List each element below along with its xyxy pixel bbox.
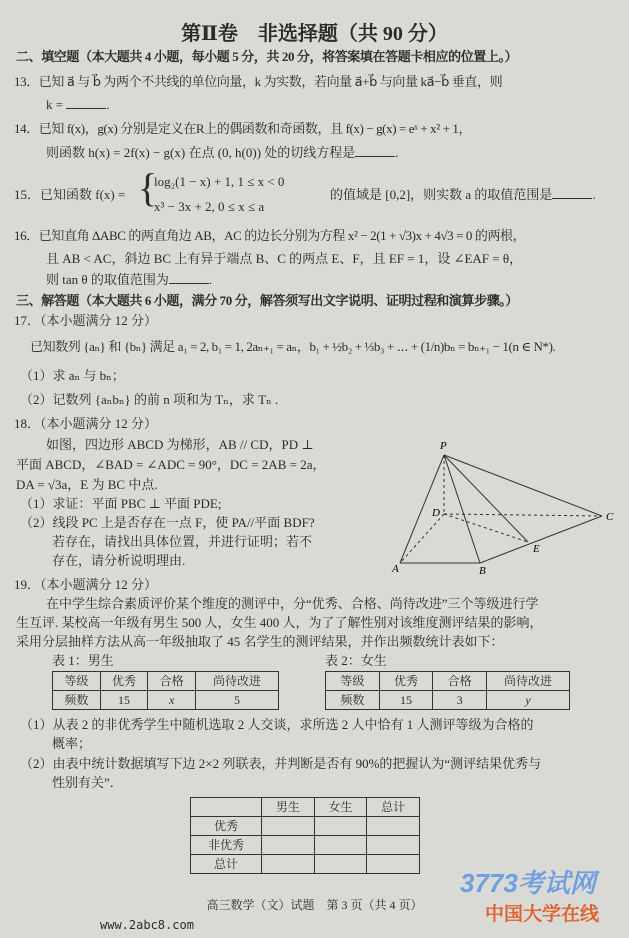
question-19-part1: （1）从表 2 的非优秀学生中随机选取 2 人交谈，求所选 2 人中恰有 1 人测评等级为合格的 — [20, 717, 534, 732]
table-row — [53, 691, 279, 710]
label-e: E — [533, 543, 540, 555]
contingency-table — [190, 797, 420, 874]
table-cell: 3 — [433, 691, 487, 710]
page-footer: 高三数学（文）试题 第 3 页（共 4 页） — [206, 898, 423, 912]
q15-text: 的值域是 [0,2]，则实数 a 的取值范围是 — [330, 187, 553, 202]
table-row — [326, 691, 570, 710]
table-cell: 优秀 — [100, 672, 148, 691]
question-17-body: 已知数列 {aₙ} 和 {bₙ} 满足 a₁ = 2, b₁ = 1, 2aₙ₊₁ = aₙ，b₁ + ½b₂ + ⅓b₃ + ⋯ + (1/n)bₙ = bₙ₊₁ − 1(n ∈ N*). — [30, 339, 556, 354]
question-19-header: 19．（本小题满分 12 分） — [14, 577, 158, 592]
edge-da — [400, 514, 444, 563]
website-text: www.2abc8.com — [100, 918, 194, 932]
empty-cell — [314, 836, 367, 855]
table-cell: 等级 — [53, 672, 101, 691]
empty-cell — [314, 817, 367, 836]
table-cell: 尚待改进 — [196, 672, 279, 691]
question-15-case2: x³ − 3x + 2, 0 ≤ x ≤ a — [154, 199, 265, 214]
label-d: D — [432, 507, 440, 519]
table-row — [191, 836, 420, 855]
empty-cell — [262, 855, 315, 874]
table-cell: 等级 — [326, 672, 380, 691]
table-cell: 合格 — [148, 672, 196, 691]
question-19-part1-line2: 概率； — [52, 736, 92, 751]
table-cell: 合格 — [433, 672, 487, 691]
q14-text: 则函数 h(x) = 2f(x) − g(x) 在点 (0, h(0)) 处的切线方程是 — [46, 145, 356, 160]
table-cell: 频数 — [53, 691, 101, 710]
question-18-part2: （2）线段 PC 上是否存在一点 F，使 PA//平面 BDF? — [20, 515, 315, 530]
question-16-line2: 且 AB < AC，斜边 BC 上有异于端点 B、C 的两点 E、F，且 EF = 1，设 ∠EAF = θ， — [46, 251, 523, 266]
edge-pb — [444, 455, 480, 563]
page-title: 第Ⅱ卷 非选择题（共 90 分） — [181, 23, 448, 45]
table-girls — [325, 671, 570, 710]
question-15-suffix: 的值域是 [0,2]，则实数 a 的取值范围是 . — [330, 187, 596, 202]
question-18-part1: （1）求证：平面 PBC ⊥ 平面 PDE; — [20, 496, 222, 511]
question-15-case1: log₂(1 − x) + 1, 1 ≤ x < 0 — [154, 174, 285, 189]
question-19-part2: （2）由表中统计数据填写下边 2×2 列联表，并判断是否有 90%的把握认为“测评结果优秀与 — [20, 756, 542, 771]
watermark-text: 中国大学在线 — [485, 904, 600, 925]
edge-bc — [480, 516, 602, 563]
question-17-part2: （2）记数列 {aₙbₙ} 的前 n 项和为 Tₙ，求 Tₙ . — [20, 392, 279, 407]
label-p: P — [440, 440, 447, 452]
empty-cell — [367, 836, 420, 855]
table-cell: 频数 — [326, 691, 380, 710]
edge-pe — [444, 455, 528, 542]
question-17-part1: （1）求 aₙ 与 bₙ； — [20, 368, 125, 383]
question-18-part2-line3: 存在，请分析说明理由. — [52, 553, 186, 568]
table-row — [326, 672, 570, 691]
question-18-header: 18．（本小题满分 12 分） — [14, 416, 158, 431]
table-cell: 男生 — [262, 798, 315, 817]
watermark-logo: 3773考试网 — [460, 868, 596, 898]
empty-cell — [262, 817, 315, 836]
question-14-line2: 则函数 h(x) = 2f(x) − g(x) 在点 (0, h(0)) 处的切线方程是 . — [46, 145, 399, 160]
table-row — [53, 672, 279, 691]
question-14: 14．已知 f(x)，g(x) 分别是定义在R上的偶函数和奇函数，且 f(x) − g(x) = eˣ + x² + 1， — [14, 121, 472, 136]
question-19-part2-line2: 性别有关”． — [52, 775, 123, 790]
empty-cell — [314, 855, 367, 874]
question-19-line1: 在中学生综合素质评价某个维度的测评中，分“优秀、合格、尚待改进”三个等级进行学 — [46, 596, 539, 611]
question-18-line2: 平面 ABCD，∠BAD = ∠ADC = 90°，DC = 2AB = 2a， — [16, 457, 326, 472]
table-cell: 非优秀 — [191, 836, 262, 855]
edge-pc — [444, 455, 602, 516]
question-16: 16．已知直角 ΔABC 的两直角边 AB，AC 的边长分别为方程 x² − 2(1 + √3)x + 4√3 = 0 的两根， — [14, 228, 526, 243]
table-cell: 5 — [196, 691, 279, 710]
question-18-part2-line2: 若存在，请找出具体位置，并进行证明；若不 — [52, 534, 313, 549]
question-13-answer-line: k = . — [46, 97, 110, 112]
edge-dc — [444, 514, 602, 516]
table-cell: 女生 — [314, 798, 367, 817]
label-c: C — [606, 511, 614, 523]
question-19-line3: 采用分层抽样方法从高一年级抽取了 45 名学生的测评结果，并作出频数统计表如下： — [16, 634, 504, 649]
table-cell: 总计 — [191, 855, 262, 874]
empty-cell — [367, 855, 420, 874]
section-heading-solutions: 三、解答题（本大题共 6 小题，满分 70 分，解答须写出文字说明、证明过程和演算步骤。） — [16, 293, 519, 308]
question-18-line3: DA = √3a，E 为 BC 中点. — [16, 477, 158, 492]
question-17-header: 17．（本小题满分 12 分） — [14, 313, 158, 328]
table-row — [191, 798, 420, 817]
edge-de — [444, 514, 528, 542]
label-b: B — [479, 565, 486, 577]
label-a: A — [392, 563, 399, 575]
q13-text: k = — [46, 97, 64, 112]
table-cell: 总计 — [367, 798, 420, 817]
question-19-line2: 生互评. 某校高一年级有男生 500 人，女生 400 人，为了了解性别对该维度测评结果的影响， — [16, 615, 543, 630]
table-cell: 优秀 — [191, 817, 262, 836]
table-cell: 优秀 — [379, 672, 433, 691]
table2-caption: 表 2：女生 — [325, 653, 387, 668]
table-row — [191, 817, 420, 836]
table-cell: 15 — [100, 691, 148, 710]
table-cell: x — [148, 691, 196, 710]
question-13: 13．已知 a⃗ 与 b⃗ 为两个不共线的单位向量，k 为实数，若向量 a⃗+b⃗ 与向量 ka⃗−b⃗ 垂直，则 — [14, 74, 503, 89]
table-cell: y — [487, 691, 570, 710]
table-cell: 15 — [379, 691, 433, 710]
table-cell: 尚待改进 — [487, 672, 570, 691]
empty-cell — [367, 817, 420, 836]
question-18-line1: 如图，四边形 ABCD 为梯形，AB // CD，PD ⊥ — [46, 437, 314, 452]
section-heading-fill-blank: 二、填空题（本大题共 4 小题，每小题 5 分，共 20 分，将答案填在答题卡相应的位置上。） — [16, 49, 518, 64]
question-16-line3: 则 tan θ 的取值范围为 . — [46, 272, 213, 287]
question-15-prefix: 15．已知函数 f(x) = — [14, 187, 126, 202]
table-row — [191, 855, 420, 874]
table-boys — [52, 671, 279, 710]
table1-caption: 表 1：男生 — [52, 653, 114, 668]
brace: { — [138, 165, 158, 210]
table-cell — [191, 798, 262, 817]
q16-text: 则 tan θ 的取值范围为 — [46, 272, 169, 287]
empty-cell — [262, 836, 315, 855]
